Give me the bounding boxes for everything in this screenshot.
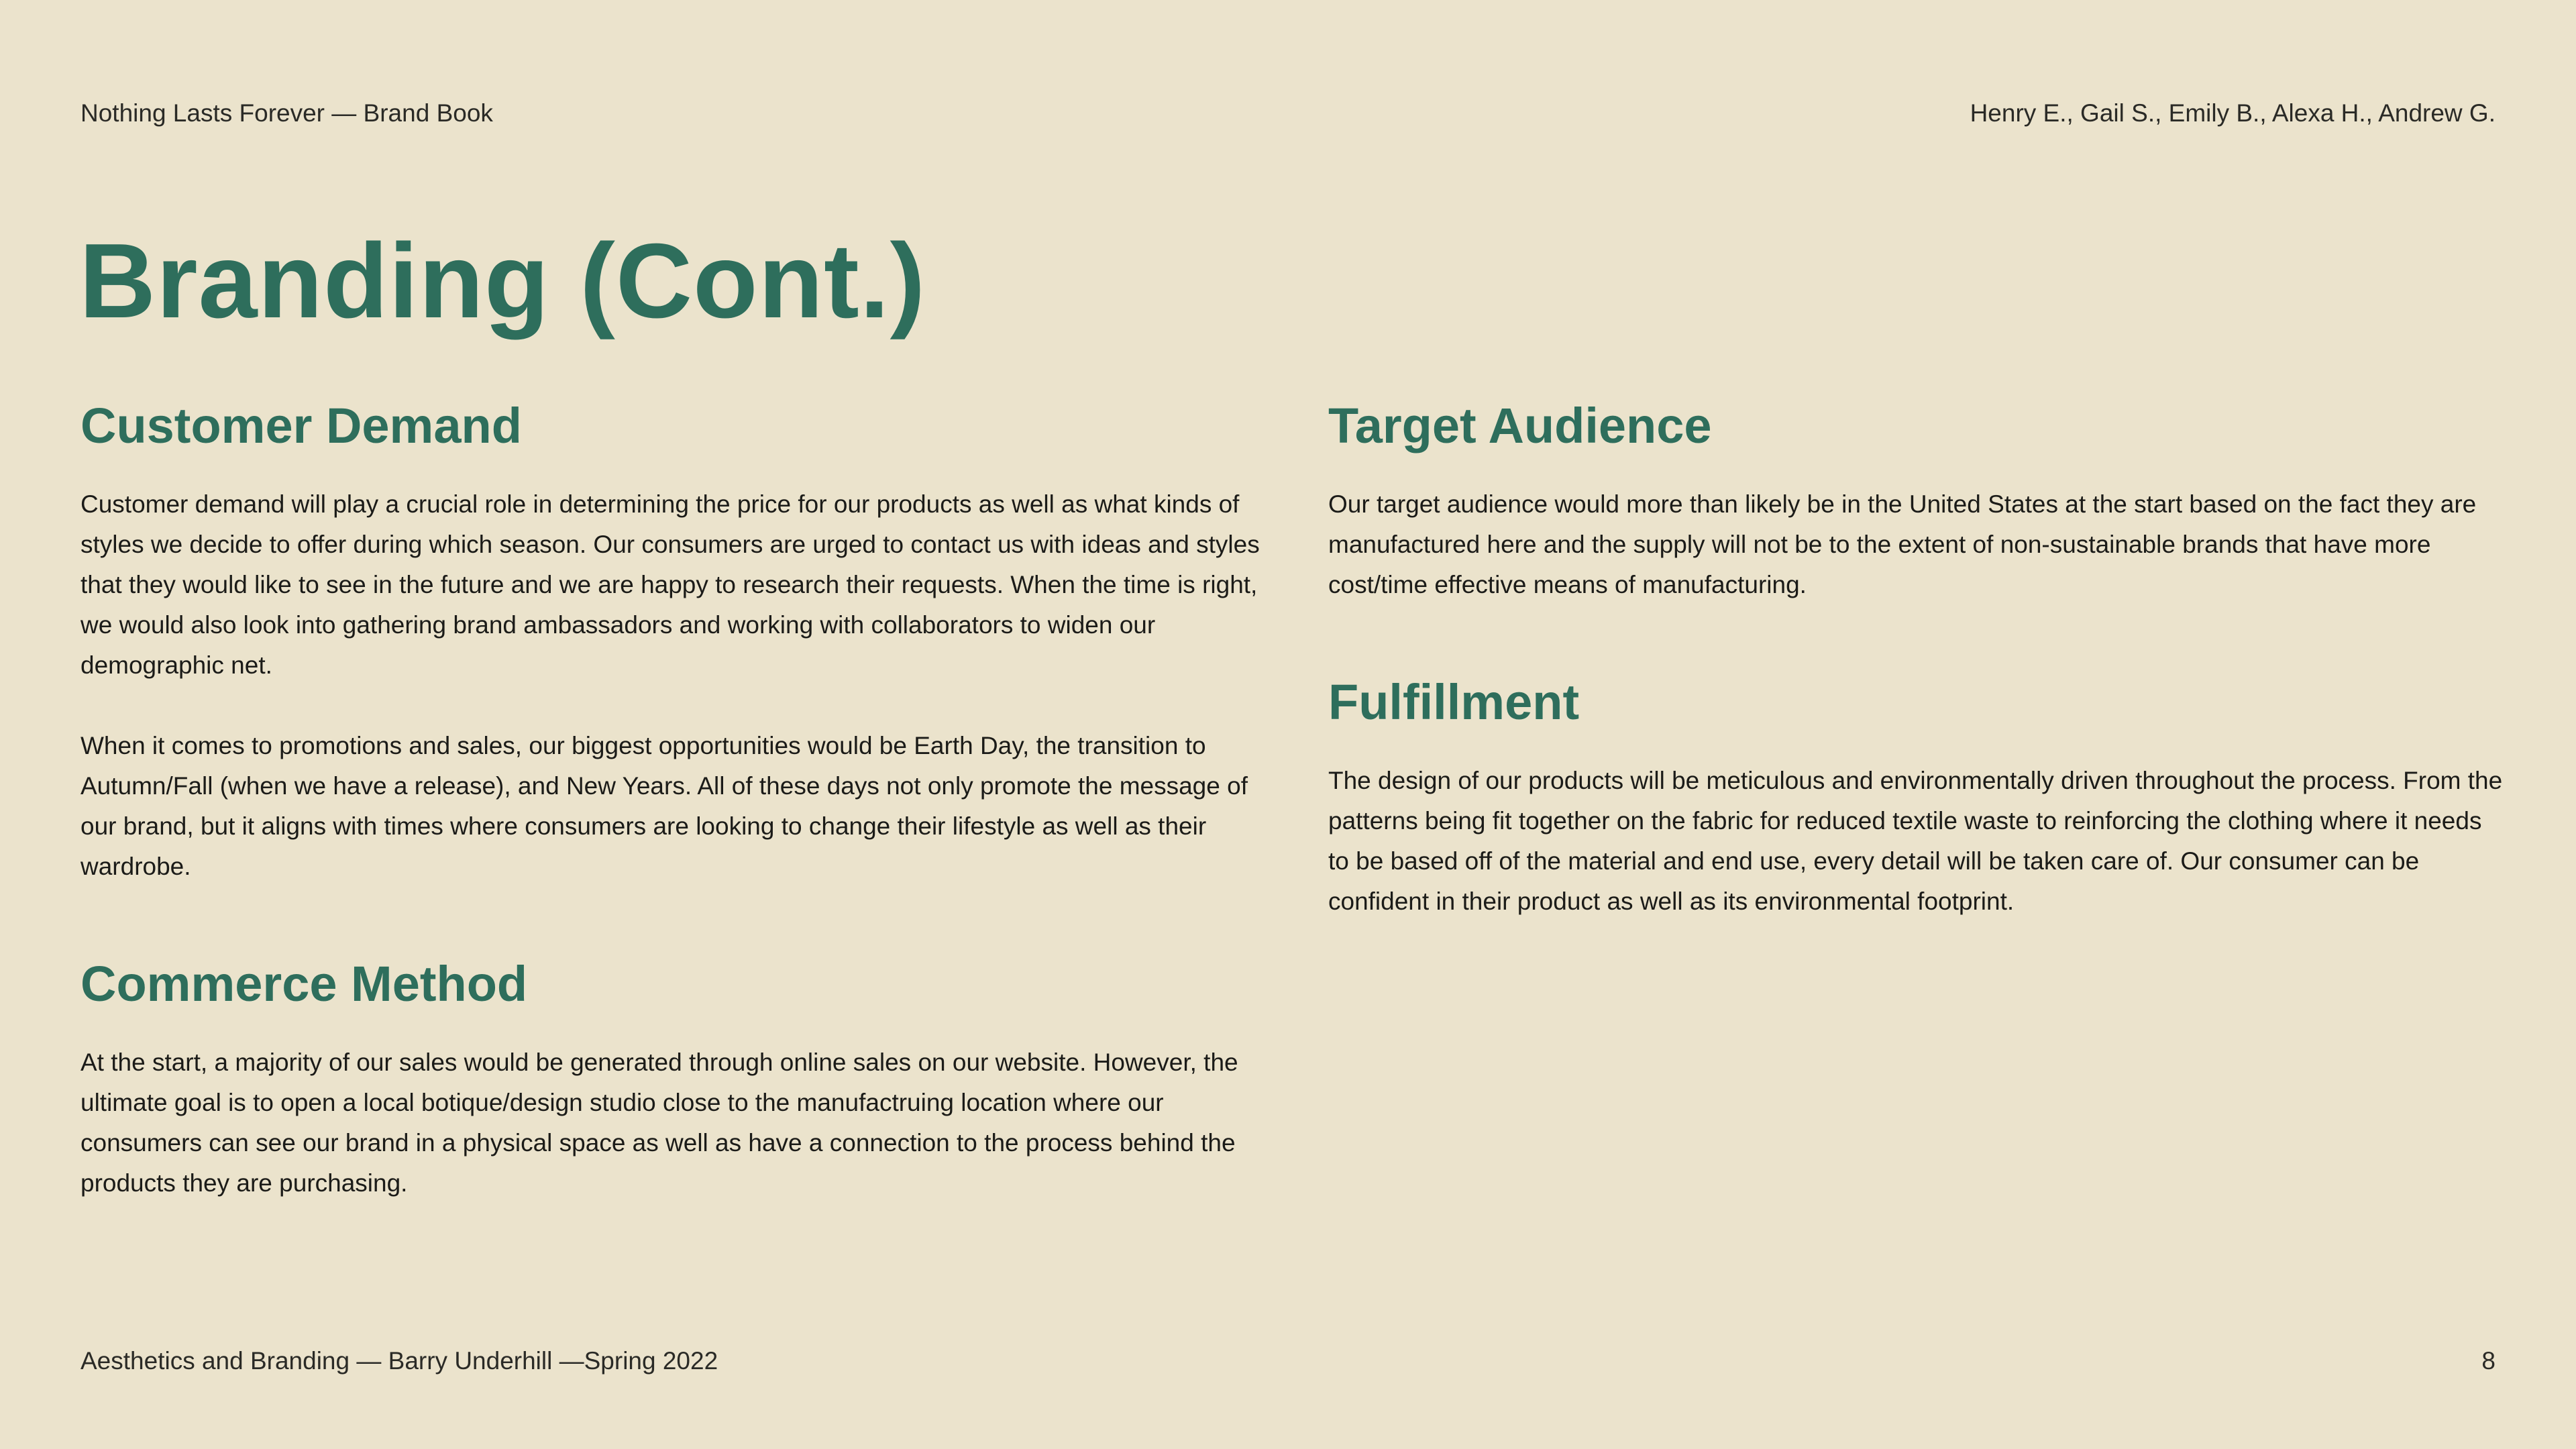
customer-demand-paragraph-1: Customer demand will play a crucial role in determining the price for our products as well as what kinds of styles we decide to offer during which season. Our consumers are urged to contact us with ideas and styles that they would like to see in the future and we are happy to research their requests. When the time is right, we would also look into gathering brand ambassadors and working with collaborators to widen our demographic net. [80, 490, 1260, 679]
header-doc-title: Nothing Lasts Forever — Brand Book [80, 99, 493, 127]
fulfillment-paragraph: The design of our products will be meticulous and environmentally driven throughout the process. From the patterns being fit together on the fabric for reduced textile waste to reinforcing the clothing where it needs to be based off of the material and end use, every detail will be taken care of. Our consumer can be confident in their product as well as its environmental footprint. [1328, 767, 2503, 915]
section-title-target-audience: Target Audience [1328, 398, 1712, 453]
left-column [80, 396, 1261, 1203]
customer-demand-paragraph-2: When it comes to promotions and sales, our biggest opportunities would be Earth Day, the transition to Autumn/Fall (when we have a release), and New Years. All of these days not only promote the message of our brand, but it aligns with times where consumers are looking to change their lifestyle as well as their wardrobe. [80, 732, 1248, 880]
page-number: 8 [2481, 1347, 2496, 1375]
commerce-method-paragraph: At the start, a majority of our sales would be generated through online sales on our website. However, the ultimate goal is to open a local botique/design studio close to the manufactruing location where our consumers can see our brand in a physical space as well as have a connection to the process behind the products they are purchasing. [80, 1049, 1238, 1197]
page-title: Branding (Cont.) [79, 222, 926, 340]
section-title-commerce-method: Commerce Method [80, 956, 528, 1012]
header-authors: Henry E., Gail S., Emily B., Alexa H., Andrew G. [1970, 99, 2496, 127]
target-audience-paragraph: Our target audience would more than likely be in the United States at the start based on the fact they are manufactured here and the supply will not be to the extent of non-sustainable brands that have more cost/time effective means of manufacturing. [1328, 490, 2477, 598]
section-title-fulfillment: Fulfillment [1328, 674, 1580, 730]
section-title-customer-demand: Customer Demand [80, 398, 522, 453]
right-column [1328, 396, 2509, 922]
footer-course-info: Aesthetics and Branding — Barry Underhill —Spring 2022 [80, 1347, 718, 1375]
